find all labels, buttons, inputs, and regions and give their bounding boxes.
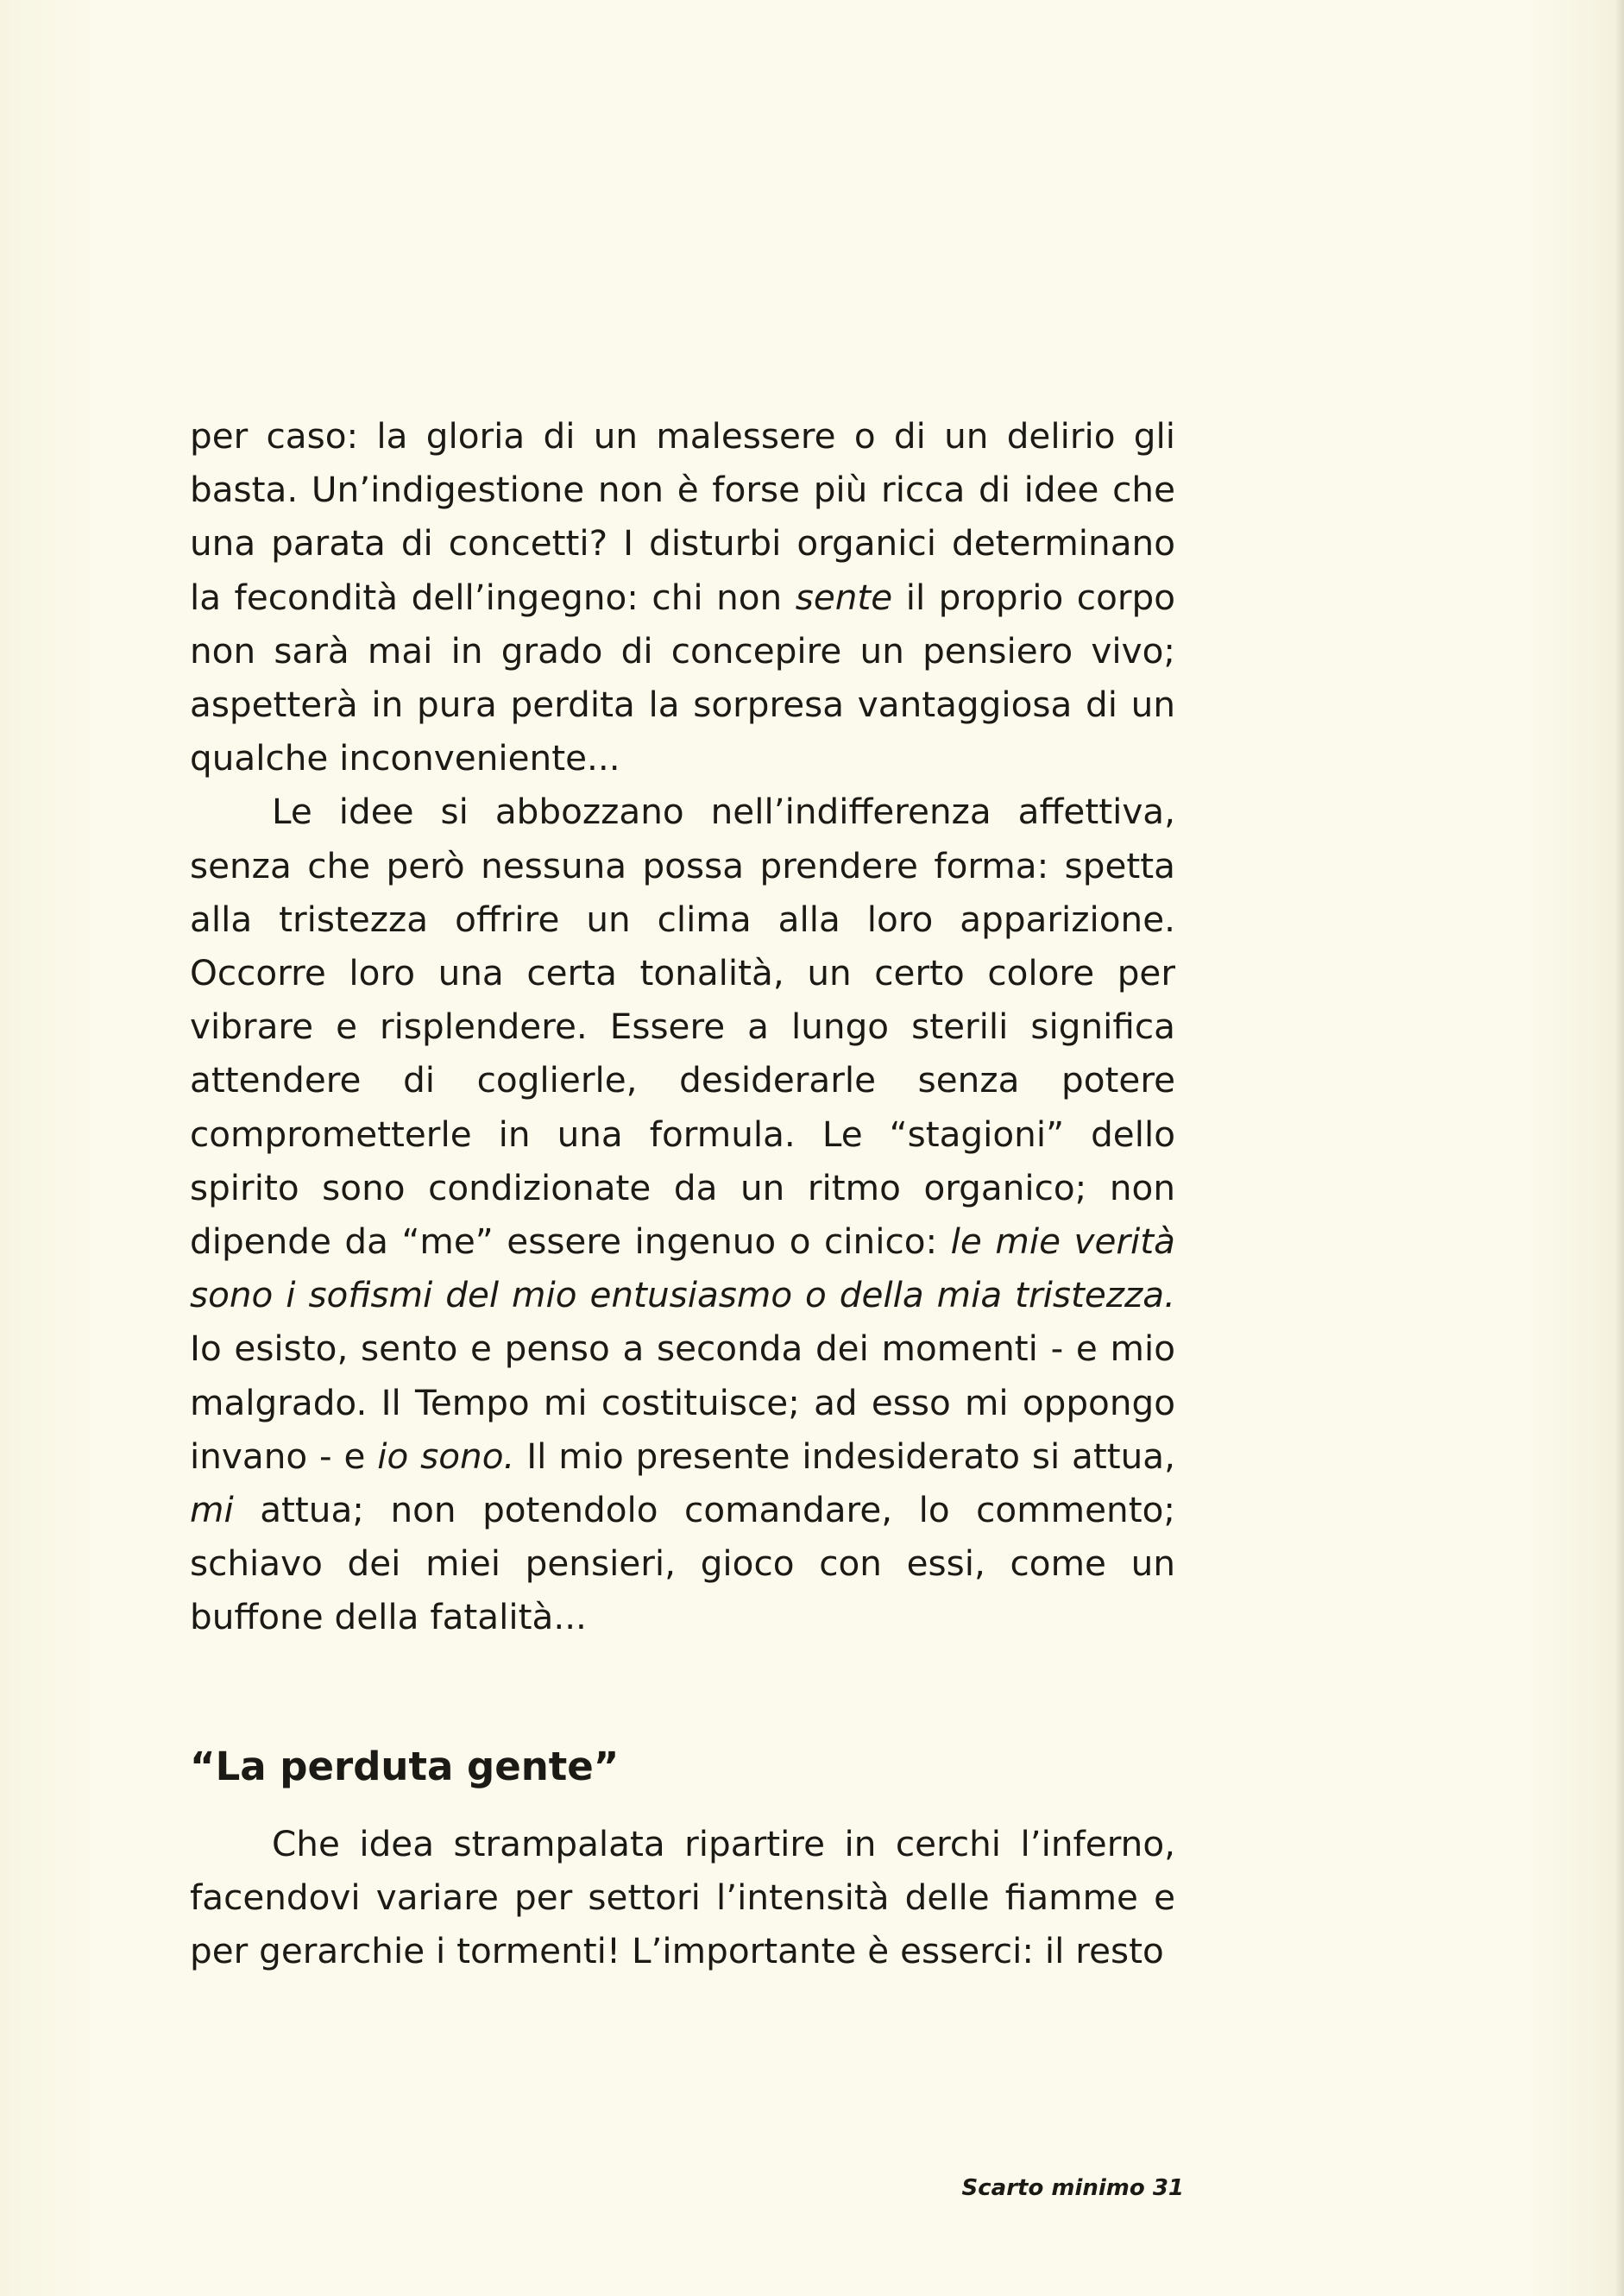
paragraph-2-text-2: Io esisto, sento e penso a seconda dei momenti - e mio malgrado. Il Tempo mi costituisce; ad esso mi oppongo invano - e [190, 1328, 1175, 1477]
page-footer [906, 2171, 1184, 2205]
running-title: Scarto minimo [961, 2175, 1145, 2201]
page-edge-shadow [1615, 0, 1624, 2296]
paragraph-1-emphasis: sente [795, 576, 893, 618]
body-text-section-1 [190, 409, 1175, 1644]
paragraph-2-text-3: Il mio presente indesiderato si attua, [514, 1435, 1175, 1477]
paragraph-1 [190, 409, 1175, 785]
paragraph-2-emphasis-2: io sono. [377, 1435, 515, 1477]
paragraph-3: Che idea strampalata ripartire in cerchi l’inferno, facendovi variare per settori l’intensità delle fiamme e per gerarchie i tormenti! L’importante è esserci: il resto [190, 1823, 1175, 1972]
paragraph-2-emphasis-1: le mie verità sono i sofismi del mio entusiasmo o della mia tristezza. [190, 1221, 1175, 1316]
section-heading: “La perduta gente” [190, 1744, 620, 1789]
paragraph-2 [190, 785, 1175, 1643]
body-text-section-2 [190, 1817, 1175, 1978]
paragraph-2-text-end: attua; non potendolo comandare, lo commento; schiavo dei miei pensieri, gioco con essi, come un buffone della fatalità... [190, 1489, 1175, 1638]
paragraph-2-emphasis-3: mi [190, 1489, 234, 1531]
paragraph-1-text: per caso: la gloria di un malessere o di un delirio gli basta. Un’indigestione non è forse più ricca di idee che una parata di concetti? I disturbi organici determinano la fecondità dell’ingegno: chi non [190, 415, 1175, 618]
paragraph-1-text-end: il proprio corpo non sarà mai in grado di concepire un pensiero vivo; aspetterà in pura perdita la sorpresa vantaggiosa di un qualche inconveniente... [190, 576, 1175, 779]
paragraph-2-text: Le idee si abbozzano nell’indifferenza affettiva, senza che però nessuna possa prendere forma: spetta alla tristezza offrire un clima alla loro apparizione. Occorre loro una certa tonalità, un certo colore per vibrare e risplendere. Essere a lungo sterili significa attendere di coglierle, desiderarle senza potere comprometterle in una formula. Le “stagioni” dello spirito sono condizionate da un ritmo organico; non dipende da “me” essere ingenuo o cinico: [190, 791, 1175, 1263]
page-number: 31 [1152, 2175, 1184, 2201]
